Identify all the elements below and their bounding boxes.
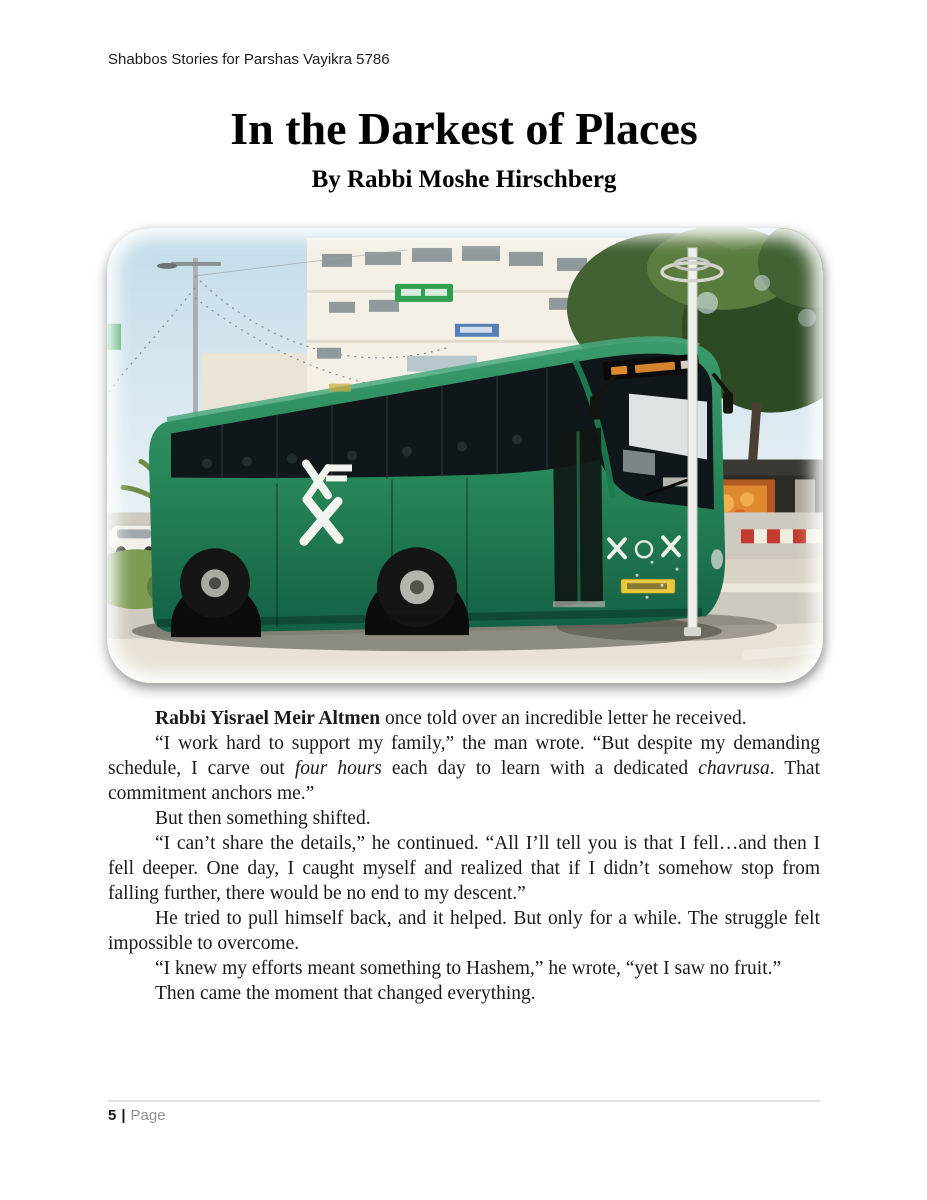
red-white-curb [741,529,823,543]
body-paragraph: “I work hard to support my family,” the man wrote. “But despite my demanding schedule, I carve out four hours each day to learn with a dedicated chavrusa. That commitment anchors me.” [108,733,820,804]
footer-separator: | [121,1107,126,1124]
footer-divider [108,1100,820,1102]
blue-sign [455,324,499,337]
body-paragraph: He tried to pull himself back, and it helped. But only for a while. The struggle felt impossible to overcome. [108,908,820,954]
page-footer [108,1107,166,1124]
footer-label: Page [130,1107,166,1124]
body-paragraph: Then came the moment that changed everything. [155,983,536,1004]
story-byline: By Rabbi Moshe Hirschberg [311,166,617,193]
body-paragraph: But then something shifted. [155,808,371,829]
body-paragraph: Rabbi Yisrael Meir Altmen once told over an incredible letter he received. [155,708,747,729]
story-title: In the Darkest of Places [230,103,698,154]
front-door [553,428,605,608]
egged-bus-photo [107,228,823,683]
page-number: 5 [108,1107,117,1124]
bank-sign [395,284,453,302]
body-paragraph: “I knew my efforts meant something to Hashem,” he wrote, “yet I saw no fruit.” [155,958,782,979]
page-header: Shabbos Stories for Parshas Vayikra 5786 [108,51,390,68]
rear-wheel [180,548,250,618]
body-text [108,706,820,1006]
body-paragraph: “I can’t share the details,” he continued. “All I’ll tell you is that I fell…and then I fell deeper. One day, I caught myself and realized that if I didn’t somehow stop from falling further, there would be no end to my descent.” [108,833,820,904]
bus-street-scene [107,228,823,683]
